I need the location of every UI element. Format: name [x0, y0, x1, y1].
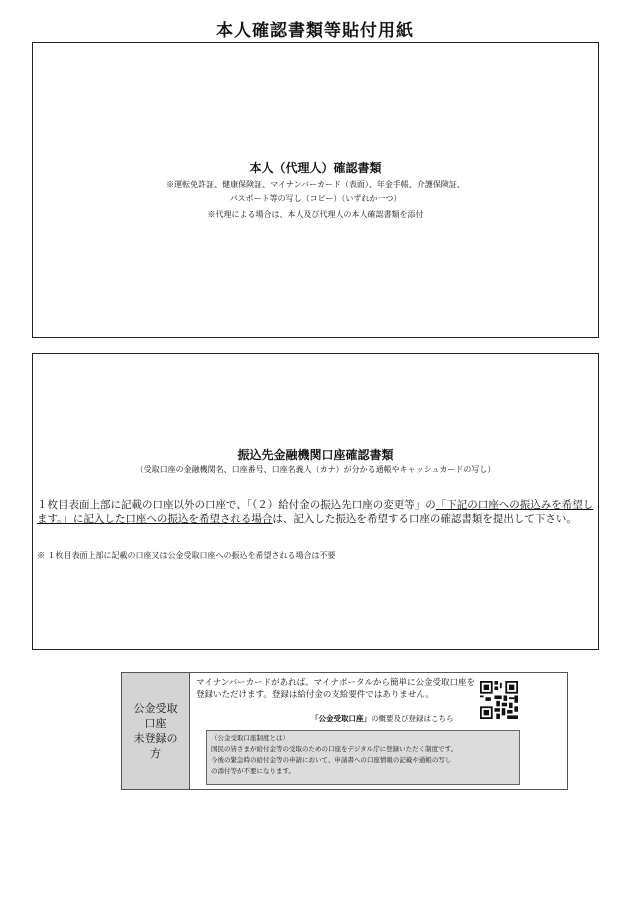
- panel-label-line3: 未登録の: [133, 732, 178, 745]
- identity-note-2: パスポート等の写し（コピー）（いずれか一つ）: [229, 194, 402, 203]
- panel-link-bold: 「公金受取口座」: [311, 714, 371, 723]
- bank-instructions: [37, 498, 595, 526]
- identity-note-3: ※代理による場合は、本人及び代理人の本人確認書類を添付: [207, 210, 424, 219]
- panel-link-rest: の概要及び登録はこちら: [371, 714, 454, 723]
- panel-link[interactable]: [311, 713, 454, 724]
- public-account-panel: [121, 672, 568, 790]
- identity-heading: 本人（代理人）確認書類: [249, 161, 382, 175]
- panel-label-line2: 口座: [144, 717, 167, 730]
- info-line-3: の添付等が不要になります。: [211, 767, 295, 775]
- bank-document-paste-area: [32, 353, 599, 650]
- identity-document-paste-area: [32, 42, 599, 338]
- bank-heading: 振込先金融機関口座確認書類: [237, 448, 394, 462]
- panel-text: マイナンバーカードがあれば、マイナポータルから簡単に公金受取口座を登録いただけます。登録は給付金の支給要件ではありません。: [196, 678, 475, 700]
- bank-note: ※ １枚目表面上部に記載の口座又は公金受取口座への振込を希望される場合は不要: [37, 551, 336, 560]
- qr-code-icon[interactable]: [480, 681, 518, 719]
- public-account-info-box: [206, 730, 520, 785]
- info-line-2: 今後の緊急時の給付金等の申請において、申請書への口座情報の記載や通帳の写し: [211, 756, 452, 764]
- panel-content: [190, 673, 567, 789]
- bank-subheading: （受取口座の金融機関名、口座番号、口座名義人（カナ）が分かる通帳やキャッシュカードの写し）: [135, 465, 496, 474]
- info-line-1: 国民の皆さまが給付金等の受取のための口座をデジタル庁に登録いただく制度です。: [211, 745, 458, 753]
- panel-label-line1: 公金受取: [133, 702, 178, 715]
- info-title: （公金受取口座制度とは）: [211, 734, 289, 742]
- bank-instructions-part3: は、記入した振込を希望する口座の確認書類を提出して下さい。: [272, 513, 577, 525]
- bank-instructions-underlined: 「下記の口座への振込みを希望します。」に記入した口座への振込を希望される場合: [37, 499, 594, 525]
- identity-note-1: ※運転免許証、健康保険証、マイナンバーカード（表面）、年金手帳、介護保険証、: [166, 180, 465, 189]
- panel-label: [122, 673, 190, 789]
- bank-instructions-part1: １枚目表面上部に記載の口座以外の口座で、「（２）給付金の振込先口座の変更等」の: [37, 499, 436, 511]
- panel-label-line4: 方: [150, 747, 161, 760]
- page-title: 本人確認書類等貼付用紙: [216, 21, 414, 41]
